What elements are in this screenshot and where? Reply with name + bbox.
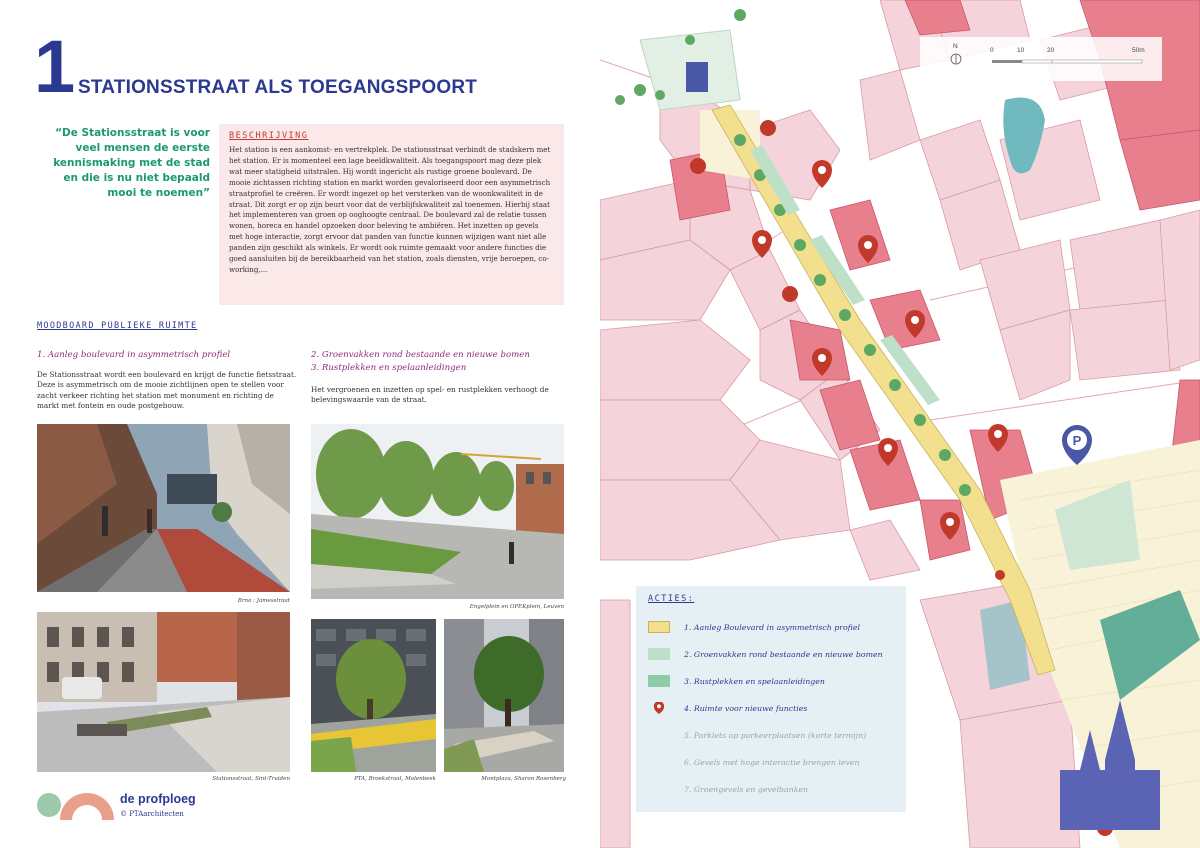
description-box — [219, 124, 564, 305]
monument-icon — [686, 62, 708, 92]
legend-swatch-1 — [648, 621, 670, 633]
legend-label-5: 5. Parklets op parkeerplaatsen (korte termijn) — [684, 730, 867, 740]
legend-item-7 — [648, 782, 808, 796]
legend-swatch-5 — [648, 729, 670, 741]
caption-photo-1: Brno : Jamesstraat — [237, 598, 290, 604]
col2-text: Het vergroenen en inzetten op spel- en rustplekken verhoogt de belevingswaarde van de straat. — [311, 385, 549, 405]
scale-bar — [920, 37, 1162, 81]
col2-heading-2: 3. Rustplekken en spelaanleidingen — [311, 363, 467, 373]
legend-swatch-7 — [648, 783, 670, 795]
legend-label-4: 4. Ruimte voor nieuwe functies — [684, 703, 808, 713]
legend-label-1: 1. Aanleg Boulevard in asymmetrisch profiel — [684, 622, 860, 632]
legend-item-3 — [648, 674, 825, 688]
scale-tick-10: 10 — [1017, 47, 1025, 54]
map-page — [600, 0, 1200, 848]
moodboard-label: MOODBOARD PUBLIEKE RUIMTE — [37, 321, 198, 331]
photo-broekstraat-molenbeek — [311, 619, 436, 772]
photo-boulevard-brno — [37, 424, 290, 592]
profploeg-logo-icon — [36, 792, 116, 828]
legend-title: ACTIES: — [648, 594, 695, 604]
scale-tick-20: 20 — [1047, 47, 1055, 54]
legend-swatch-6 — [648, 756, 670, 768]
legend-label-6: 6. Gevels met hoge interactie brengen leven — [684, 757, 860, 767]
legend-label-2: 2. Groenvakken rond bestaande en nieuwe bomen — [684, 649, 883, 659]
caption-photo-3: Engelplein en OPEKplein, Leuven — [469, 604, 564, 610]
description-label: BESCHRIJVING — [229, 131, 309, 141]
caption-photo-2: Stationsstraat, Sint-Truiden — [212, 776, 290, 782]
col2-heading-1: 2. Groenvakken rond bestaande en nieuwe bomen — [311, 350, 530, 360]
caption-photo-5: Montplaza, Sharon Rosenberg — [481, 776, 566, 782]
column-2 — [311, 349, 566, 406]
caption-photo-4: PTA, Broekstraat, Molenbeek — [354, 776, 436, 782]
logo-name: de profploeg — [120, 792, 196, 806]
legend-item-2 — [648, 647, 883, 661]
legend-swatch-2 — [648, 648, 670, 660]
legend-item-1 — [648, 620, 860, 634]
col1-text: De Stationsstraat wordt een boulevard en krijgt de functie fietsstraat. Deze is asymmetrisch om de mooie zichtlijnen open te stellen voor zacht verkeer richting het station met monument en richting de markt met fontein en oude postgebouw. — [37, 370, 297, 411]
description-text: Het station is een aankomst- en vertrekplek. De stationsstraat verbindt de stadskern met het station. Er is momenteel een lage beeldkwaliteit. Als toegangspoort mag deze plek wat meer statigheid uitstralen. Hij wordt ingericht als rustige groene boulevard. De mooie zichtassen richting station en markt worden gevaloriseerd door een asymmetrisch straatprofiel te creëren. Er wordt ingezet op het versterken van de woonkwaliteit in de straat. Dit zorgt er op zijn beurt voor dat de verblijfskwaliteit zal toenemen. Hierbij staat het implementeren van groen op ooghoogte centraal. De boulevard zal de relatie tussen wonen, horeca en handel opzoeken door beleving te ambiëren. Het inzetten op gevels met hoge interactie, zorgt ervoor dat panden van functie kunnen wijzigen want niet alle panden zijn geschikt als winkels. Er wordt ook ruimte gemaakt voor andere functies die goed aansluiten bij de bereikbaarheid van het station, zoals diensten, vrije beroepen, co-working,... — [229, 145, 551, 274]
north-label: N — [953, 43, 958, 50]
map-legend — [636, 586, 906, 812]
scale-tick-0: 0 — [990, 47, 994, 54]
legend-item-6 — [648, 755, 860, 769]
photo-stationsstraat-sint-truiden — [37, 612, 290, 772]
column-1 — [37, 349, 297, 412]
scale-tick-50: 50m — [1132, 47, 1145, 54]
legend-label-3: 3. Rustplekken en spelaanleidingen — [684, 676, 825, 686]
photo-montplaza — [444, 619, 564, 772]
page-title: STATIONSSTRAAT ALS TOEGANGSPOORT — [78, 77, 478, 98]
legend-swatch-3 — [648, 675, 670, 687]
legend-item-5 — [648, 728, 866, 742]
logo-copyright: © PTAarchitecten — [120, 810, 184, 818]
pull-quote: “De Stationsstraat is voor veel mensen de eerste kennismaking met de stad en die is nu niet bepaald mooi te noemen” — [53, 127, 210, 199]
section-number: 1 — [34, 25, 76, 108]
photo-engelplein-leuven — [311, 424, 564, 599]
parking-label: P — [1072, 433, 1082, 448]
location-pin-icon — [648, 702, 670, 714]
legend-label-7: 7. Groengevels en gevelbanken — [684, 784, 809, 794]
legend-item-4 — [648, 701, 807, 715]
col1-heading: 1. Aanleg boulevard in asymmetrisch profiel — [37, 350, 231, 360]
